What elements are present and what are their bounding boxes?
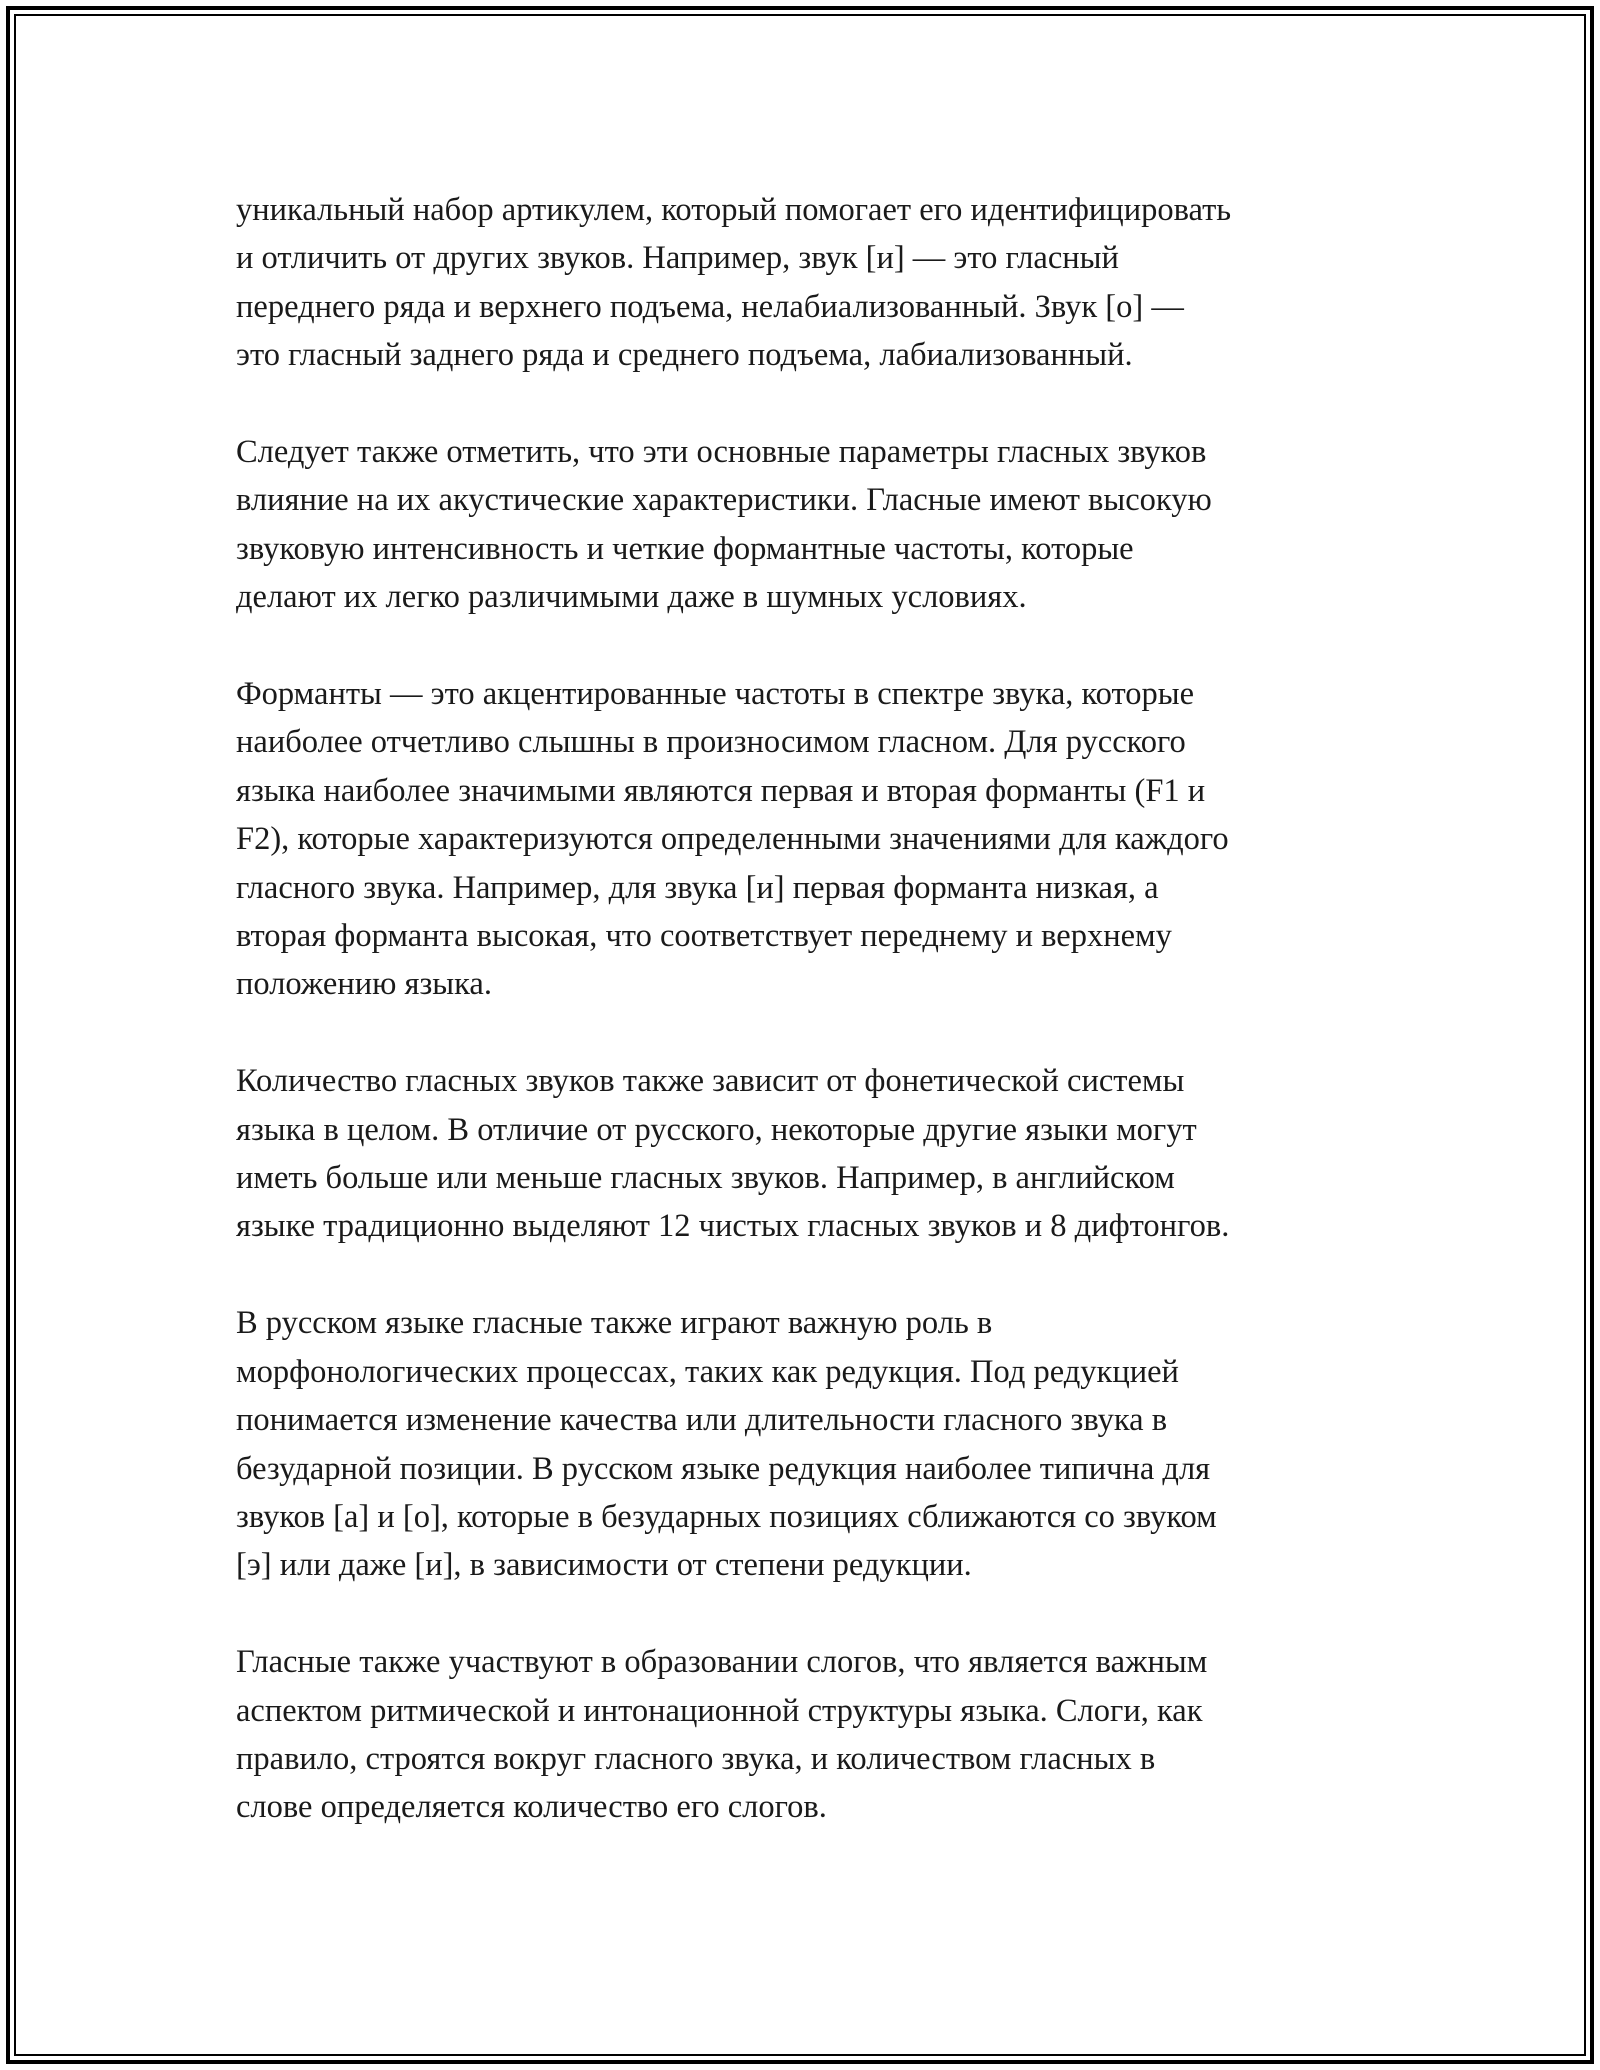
text-line: [э] или даже [и], в зависимости от степени редукции. <box>236 1547 972 1584</box>
text-line: это гласный заднего ряда и среднего подъема, лабиализованный. <box>236 337 1133 374</box>
text-line: понимается изменение качества или длительности гласного звука в <box>236 1402 1168 1439</box>
text-line: иметь больше или меньше гласных звуков. Например, в английском <box>236 1160 1175 1197</box>
paragraph-5 <box>236 1299 1396 1589</box>
text-line: звуковую интенсивность и четкие формантные частоты, которые <box>236 530 1134 567</box>
text-line: В русском языке гласные также играют важную роль в <box>236 1305 993 1342</box>
paragraph-2 <box>236 428 1396 622</box>
text-line: переднего ряда и верхнего подъема, нелабиализованный. Звук [о] — <box>236 288 1184 325</box>
text-line: правило, строятся вокруг гласного звука, и количеством гласных в <box>236 1740 1156 1777</box>
text-line: Гласные также участвуют в образовании слогов, что является важным <box>236 1644 1208 1681</box>
text-line: Следует также отметить, что эти основные параметры гласных звуков <box>236 434 1207 471</box>
text-line: влияние на их акустические характеристики. Гласные имеют высокую <box>236 482 1212 519</box>
paragraph-1 <box>236 186 1396 380</box>
text-line: безударной позиции. В русском языке редукция наиболее типична для <box>236 1450 1211 1487</box>
text-line: гласного звука. Например, для звука [и] первая форманта низкая, а <box>236 869 1159 906</box>
text-line: Форманты — это акцентированные частоты в спектре звука, которые <box>236 676 1194 713</box>
text-line: F2), которые характеризуются определенными значениями для каждого <box>236 821 1229 858</box>
paragraph-6 <box>236 1638 1396 1832</box>
text-line: языке традиционно выделяют 12 чистых гласных звуков и 8 дифтонгов. <box>236 1208 1230 1245</box>
text-line: аспектом ритмической и интонационной структуры языка. Слоги, как <box>236 1692 1203 1729</box>
text-line: Количество гласных звуков также зависит от фонетической системы <box>236 1063 1185 1100</box>
text-line: звуков [а] и [о], которые в безударных позициях сближаются со звуком <box>236 1498 1217 1535</box>
text-line: морфонологических процессах, таких как редукция. Под редукцией <box>236 1353 1179 1390</box>
text-line: языка наиболее значимыми являются первая и вторая форманты (F1 и <box>236 772 1206 809</box>
text-line: и отличить от других звуков. Например, звук [и] — это гласный <box>236 240 1119 277</box>
text-line: делают их легко различимыми даже в шумных условиях. <box>236 579 1027 616</box>
text-line: языка в целом. В отличие от русского, некоторые другие языки могут <box>236 1111 1197 1148</box>
text-line: слове определяется количество его слогов. <box>236 1789 827 1826</box>
document-body <box>236 186 1396 1880</box>
paragraph-3 <box>236 670 1396 1009</box>
text-line: наиболее отчетливо слышны в произносимом гласном. Для русского <box>236 724 1186 761</box>
text-line: уникальный набор артикулем, который помогает его идентифицировать <box>236 192 1232 228</box>
paragraph-4 <box>236 1057 1396 1251</box>
text-line: положению языка. <box>236 966 492 1003</box>
text-line: вторая форманта высокая, что соответствует переднему и верхнему <box>236 918 1172 955</box>
